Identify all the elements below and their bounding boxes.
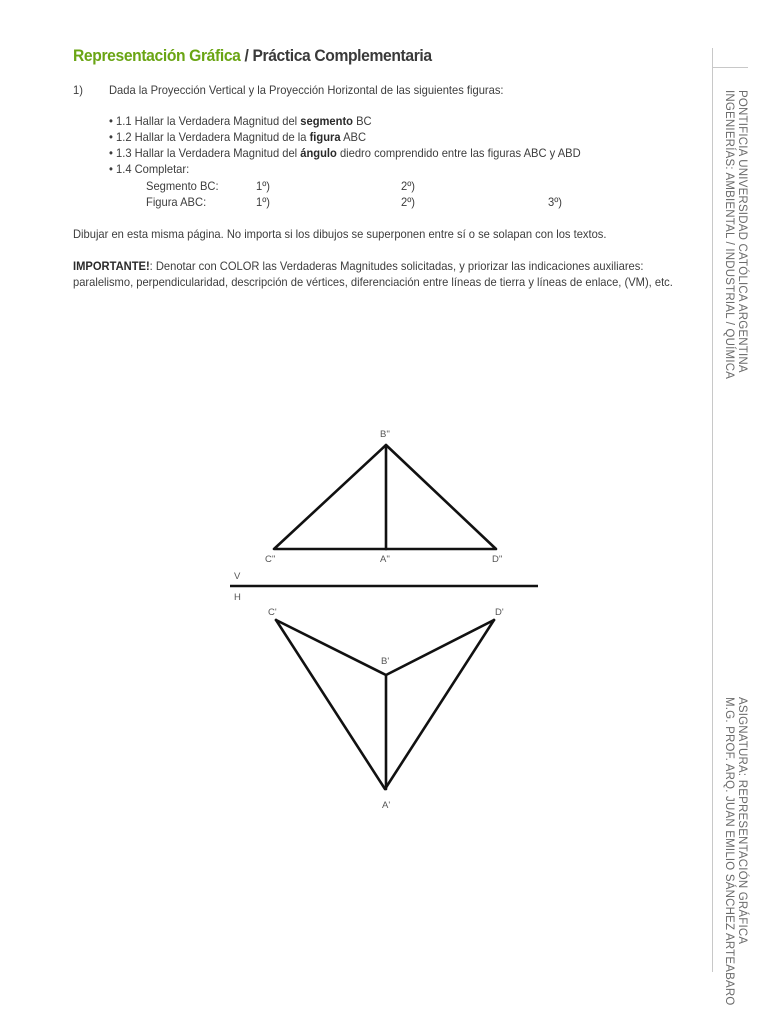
complete-row-segment-label: Segmento BC:: [146, 179, 219, 193]
item-1-3: • 1.3 Hallar la Verdadera Magnitud del ángulo diedro comprendido entre las figuras ABC y ABD: [109, 146, 581, 160]
label-H: H: [234, 592, 241, 603]
complete-row-figure-c3: 3º): [548, 195, 563, 209]
sidebar-professor: M.G. PROF. ARQ. JUAN EMILIO SÁNCHEZ ARTEABARO: [723, 697, 735, 1006]
complete-row-figure-c1: 1º): [256, 195, 271, 209]
complete-row-figure-label: Figura ABC:: [146, 195, 207, 209]
drawing-note: Dibujar en esta misma página. No importa si los dibujos se superponen entre sí o se solapan con los textos.: [73, 227, 607, 241]
label-D-horizontal: D': [495, 607, 504, 618]
label-A-horizontal: A': [382, 800, 391, 811]
label-V: V: [234, 571, 241, 582]
important-label: IMPORTANTE!: [73, 259, 150, 273]
complete-row-figure-c2: 2º): [401, 195, 416, 209]
label-B-horizontal: B': [381, 656, 390, 667]
title-practice: Práctica Complementaria: [252, 46, 432, 65]
item-1-1: • 1.1 Hallar la Verdadera Magnitud del segmento BC: [109, 114, 372, 128]
label-C-horizontal: C': [268, 607, 277, 618]
exercise-number: 1): [73, 83, 83, 97]
label-A-vertical: A'': [380, 554, 390, 565]
complete-row-segment-c1: 1º): [256, 179, 271, 193]
item-1-2: • 1.2 Hallar la Verdadera Magnitud de la figura ABC: [109, 130, 367, 144]
sidebar-university: PONTIFICIA UNIVERSIDAD CATÓLICA ARGENTINA: [736, 90, 748, 373]
sidebar-subject: ASIGNATURA: REPRESENTACIÓN GRÁFICA: [736, 697, 748, 945]
complete-row-segment-c2: 2º): [401, 179, 416, 193]
title-course: Representación Gráfica: [73, 46, 241, 65]
important-line-2: paralelismo, perpendicularidad, descripción de vértices, diferenciación entre líneas de tierra y líneas de enlace, (VM), etc.: [73, 275, 673, 289]
item-1-4: • 1.4 Completar:: [109, 162, 190, 176]
label-C-vertical: C'': [265, 554, 276, 565]
exercise-intro: Dada la Proyección Vertical y la Proyección Horizontal de las siguientes figuras:: [109, 83, 504, 97]
label-B-vertical: B'': [380, 429, 390, 440]
title-separator: /: [240, 46, 253, 65]
important-line-1: IMPORTANTE!: Denotar con COLOR las Verdaderas Magnitudes solicitadas, y priorizar las indicaciones auxiliares:: [73, 259, 644, 273]
label-D-vertical: D'': [492, 554, 503, 565]
sidebar-engineering: INGENIERÍAS: AMBIENTAL / INDUSTRIAL / QUÍMICA: [723, 90, 735, 380]
